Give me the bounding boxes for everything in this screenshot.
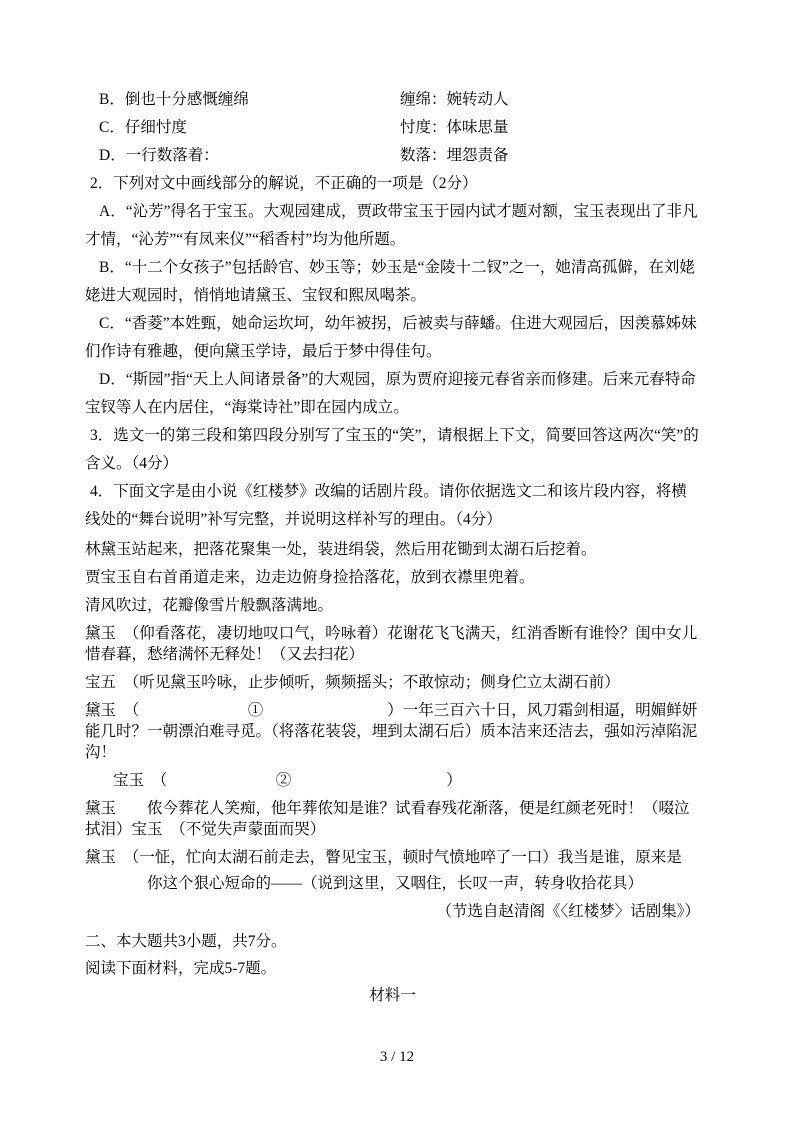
stage-direction-daiyu: 林黛玉站起来，把落花聚集一处，装进绢袋，然后用花锄到太湖石后挖着。 — [85, 541, 597, 558]
vocab-row-b — [85, 86, 700, 114]
source-attribution: （节选自赵清阁《〈红楼梦〉话剧集》） — [436, 903, 700, 920]
vocab-gloss-c: 忖度：体味思量 — [400, 119, 509, 136]
script-line-daiyu-3-continued: 你这个狠心短命的——（说到这里，又咽住，长叹一声，转身收拾花具） — [147, 875, 644, 892]
vocab-row-c — [85, 114, 700, 142]
question-2-stem: 2．下列对文中画线部分的解说，不正确的一项是（2分） — [90, 175, 478, 192]
script-line-daiyu-blank-1: 黛玉 （ ① ）一年三百六十日，风刀霜剑相逼，明媚鲜妍能几时？一朝漂泊难寻觅。（将落花装袋，埋到太湖石后）质本洁来还洁去，强如污淖陷泥沟！ — [85, 702, 698, 761]
vocab-row-d — [85, 142, 700, 170]
section-two — [85, 928, 700, 1009]
question-2-option-d: D．“斯园”指“天上人间诸景备”的大观园，原为贾府迎接元春省亲而修建。后来元春特命宝钗等人在内居住，“海棠诗社”即在园内成立。 — [85, 371, 696, 416]
question-2-option-c: C．“香菱”本姓甄，她命运坎坷，幼年被拐，后被卖与薛蟠。住进大观园后，因羡慕姊妹们作诗有雅趣，便向黛玉学诗，最后于梦中得佳句。 — [85, 315, 697, 360]
script-line-baoyu-1: 宝五 （听见黛玉吟咏，止步倾听，频频摇头；不敢惊动；侧身伫立太湖石前） — [85, 674, 620, 691]
vocab-option-d: D．一行数落着： — [99, 147, 219, 164]
page-content — [85, 86, 700, 1009]
script-line-daiyu-2: 黛玉 侬今葬花人笑痴，他年葬侬知是谁？试看春残花渐落，便是红颜老死时！（啜泣拭泪）宝玉 （不觉失声蒙面而哭） — [85, 800, 690, 838]
script-line-daiyu-3: 黛玉 （一怔，忙向太湖石前走去，瞥见宝玉，顿时气愤地啐了一口）我当是谁，原来是 — [85, 849, 682, 866]
question-2-option-b: B．“十二个女孩子”包括龄官、妙玉等；妙玉是“金陵十二钗”之一，她清高孤僻，在刘姥姥进大观园时，悄悄地请黛玉、宝钗和熙凤喝茶。 — [85, 259, 695, 304]
script-line-baoyu-blank-2: 宝玉 （ ② ） — [113, 772, 462, 789]
stage-direction-baoyu: 贾宝玉自右首甬道走来，边走边俯身捡拾落花，放到衣襟里兜着。 — [85, 569, 535, 586]
material-one-heading: 材料一 — [369, 987, 416, 1004]
vocab-option-c: C．仔细忖度 — [99, 119, 187, 136]
question-3: 3．选文一的第三段和第四段分别写了宝玉的“笑”，请根据上下文，简要回答这两次“笑”的含义。（4分） — [85, 427, 699, 472]
script-line-daiyu-1: 黛玉 （仰看落花，凄切地叹口气，吟咏着）花谢花飞飞满天，红消香断有谁怜？闺中女儿惜春暮，愁绪满怀无释处！（又去扫花） — [85, 625, 698, 663]
question-4: 4．下面文字是由小说《红楼梦》改编的话剧片段。请你依据选文二和该片段内容，将横线处的“舞台说明”补写完整，并说明这样补写的理由。（4分） — [85, 483, 687, 528]
question-section — [85, 86, 700, 534]
vocab-gloss-d: 数落：埋怨责备 — [400, 147, 509, 164]
drama-script — [85, 539, 700, 894]
stage-direction-wind: 清风吹过，花瓣像雪片般飘落满地。 — [85, 597, 334, 614]
section-two-intro: 阅读下面材料，完成5-7题。 — [85, 960, 277, 977]
vocab-gloss-b: 缠绵：婉转动人 — [400, 91, 509, 108]
page-number: 3 / 12 — [379, 1049, 415, 1065]
question-2-option-a: A．“沁芳”得名于宝玉。大观园建成，贾政带宝玉于园内试才题对额，宝玉表现出了非凡才情，“沁芳”“有凤来仪”“稻香村”均为他所题。 — [85, 203, 698, 248]
vocab-option-b: B．倒也十分感慨缠绵 — [99, 91, 249, 108]
section-two-heading: 二、本大题共3小题，共7分。 — [85, 933, 287, 950]
